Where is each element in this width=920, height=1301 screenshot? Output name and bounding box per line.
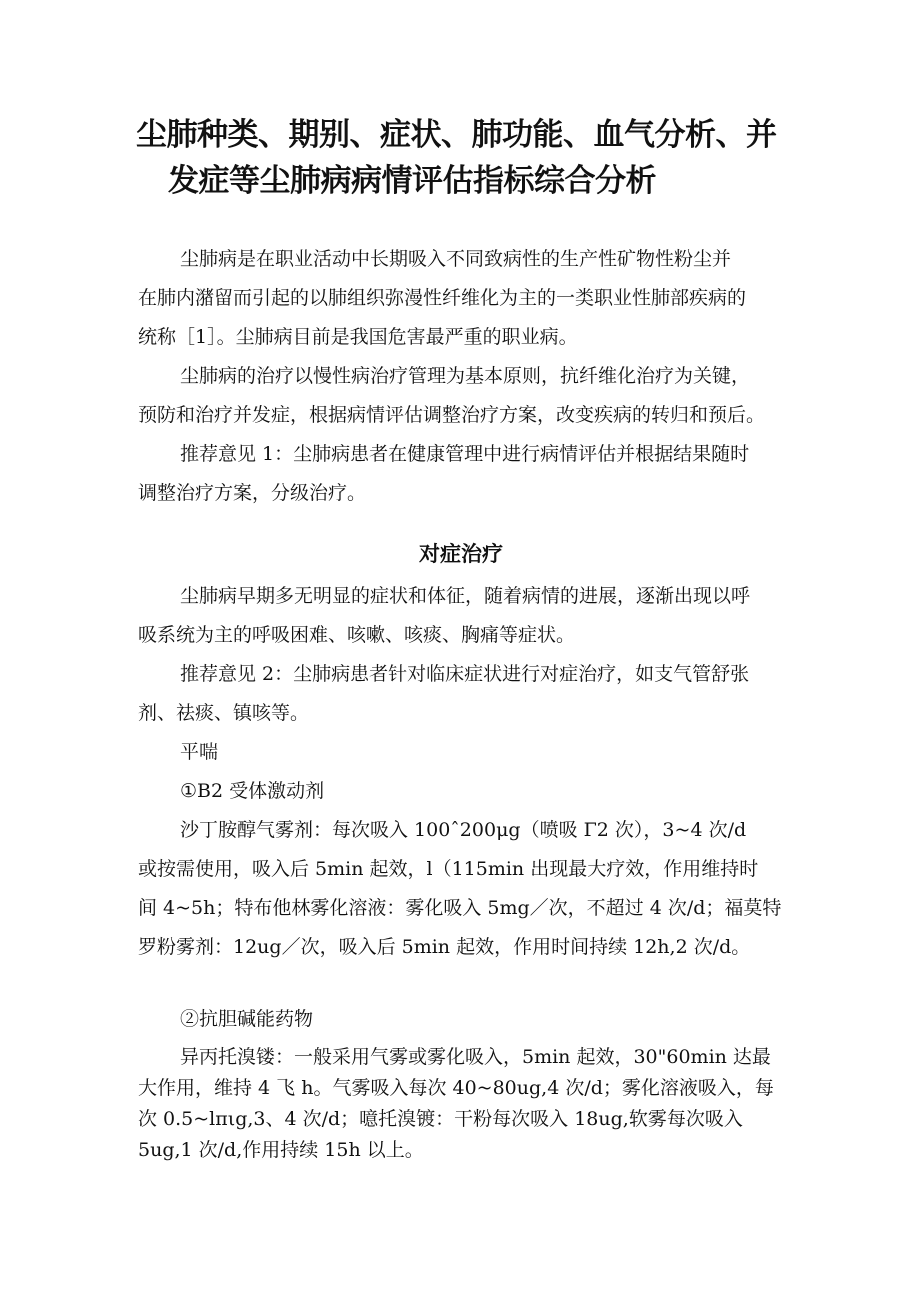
text-line: 异丙托溴镂：一般采用气雾或雾化吸入，5min 起效，30"60min 达最 [180,1046,771,1068]
text-line: 5ug,1 次/d,作用持续 15h 以上。 [138,1139,424,1161]
text-line: 次 0.5~lπιg,3、4 次/d；噫托溴镀：干粉每次吸入 18ug,软雾每次吸入 [138,1108,743,1130]
paragraph-definition [138,240,784,357]
paragraph-beta2-heading [138,772,784,811]
paragraph-beta2-drugs [138,811,784,967]
text-line: 大作用，维持 4 飞 h。气雾吸入每次 40~80ug,4 次/d；雾化溶液吸入，每 [138,1077,774,1099]
text-line: 预防和治疗并发症，根据病情评估调整治疗方案，改变疾病的转归和预后。 [138,404,766,426]
text-line: 剂、祛痰、镇咳等。 [138,702,310,724]
text-line: 或按需使用，吸入后 5min 起效，l（115min 出现最大疗效，作用维持时 [138,858,759,880]
document-title [136,112,796,204]
paragraph-recommendation-2 [138,655,784,733]
text-line: 吸系统为主的呼吸困难、咳嗽、咳痰、胸痛等症状。 [138,624,576,646]
text-line: 统称［1］。尘肺病目前是我国危害最严重的职业病。 [138,326,578,348]
paragraph-anticholinergic-heading [138,1000,784,1039]
text-line: ①B2 受体激动剂 [180,780,325,802]
paragraph-recommendation-1 [138,435,784,513]
paragraph-symptoms [138,577,784,655]
anticholinergic-block [138,1000,784,1039]
text-line: 尘肺病是在职业活动中长期吸入不同致病性的生产性矿物性粉尘并 [180,248,732,270]
title-line-2: 发症等尘肺病病情评估指标综合分析 [168,163,656,199]
title-line-1: 尘肺种类、期别、症状、肺功能、血气分析、并 [136,117,777,153]
text-line: 沙丁胺醇气雾剂：每次吸入 100ˆ200μg（喷吸 Γ2 次），3~4 次/d [180,819,747,841]
text-line: 推荐意见 2：尘肺病患者针对临床症状进行对症治疗，如支气管舒张 [180,663,750,685]
anticholinergic-drugs-block [138,1042,784,1166]
intro-block [138,240,784,513]
text-line: 平喘 [180,741,219,763]
text-line: 调整治疗方案，分级治疗。 [138,482,367,504]
text-line: 尘肺病的治疗以慢性病治疗管理为基本原则，抗纤维化治疗为关键， [180,365,751,387]
text-line: ②抗胆碱能药物 [180,1008,314,1030]
paragraph-treatment-principle [138,357,784,435]
paragraph-anticholinergic-drugs [138,1042,784,1166]
text-line: 间 4~5h；特布他林雾化溶液：雾化吸入 5mg／次，不超过 4 次/d；福莫特 [138,897,782,919]
text-line: 推荐意见 1：尘肺病患者在健康管理中进行病情评估并根据结果随时 [180,443,750,465]
paragraph-antiasthma [138,733,784,772]
text-line: 尘肺病早期多无明显的症状和体征，随着病情的进展，逐渐出现以呼 [180,585,751,607]
section-heading: 对症治疗 [419,542,503,566]
text-line: 在肺内潴留而引起的以肺组织弥漫性纤维化为主的一类职业性肺部疾病的 [138,287,747,309]
symptom-block [138,577,784,967]
text-line: 罗粉雾剂：12ug／次，吸入后 5min 起效，作用时间持续 12h,2 次/d。 [138,936,751,958]
